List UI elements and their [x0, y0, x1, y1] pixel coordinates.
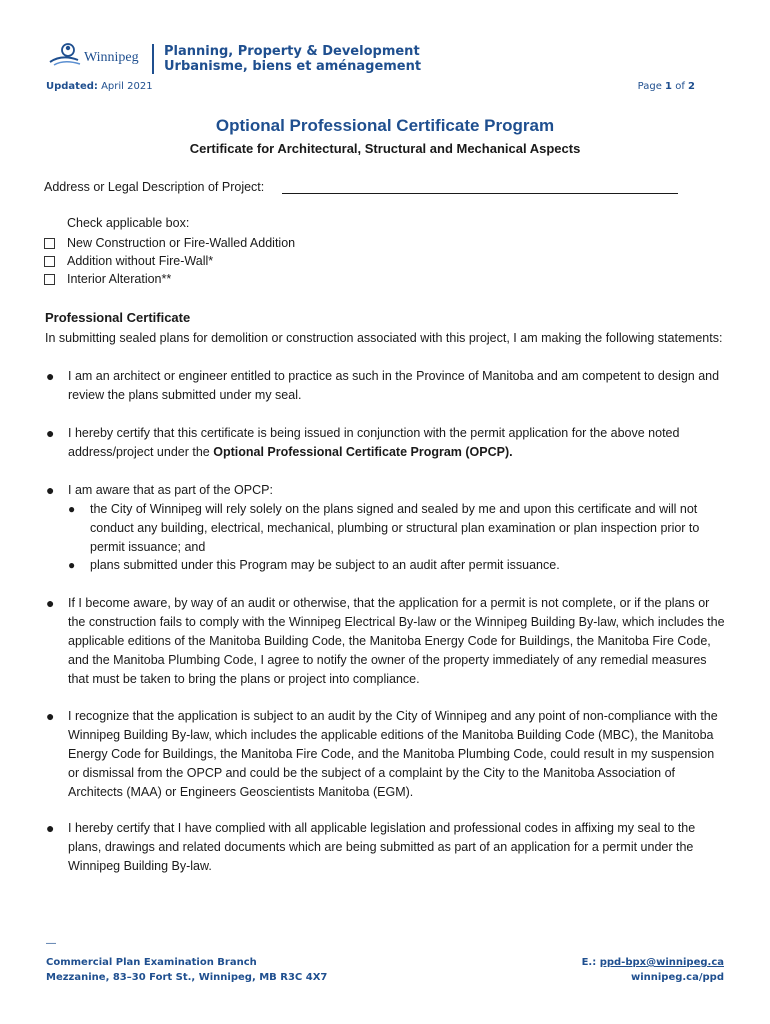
- page-current: 1: [665, 81, 673, 92]
- email-label: E.:: [581, 957, 597, 968]
- bullet-icon: ●: [46, 595, 55, 611]
- department-name-en: Planning, Property & Development: [164, 44, 420, 59]
- checkbox-box[interactable]: [44, 256, 55, 267]
- email-link[interactable]: ppd-bpx@winnipeg.ca: [599, 957, 724, 968]
- winnipeg-logo-icon: [48, 40, 82, 70]
- address-label: Address or Legal Description of Project:: [44, 180, 265, 194]
- page-indicator: [638, 81, 695, 92]
- statement-text: [68, 424, 726, 462]
- updated-date: [46, 81, 153, 92]
- footer-address: Mezzanine, 83–30 Fort St., Winnipeg, MB R3C 4X7: [46, 972, 328, 983]
- checkbox-box[interactable]: [44, 238, 55, 249]
- bullet-icon: ●: [46, 482, 55, 498]
- statement-3-sub-2: [68, 556, 728, 575]
- sub-statement-text: the City of Winnipeg will rely solely on the plans signed and sealed by me and upon this certificate and will not conduct any building, electrical, mechanical, plumbing or structural plan examination or plan inspection prior to permit issuance; and: [90, 502, 700, 554]
- statement-5: [46, 707, 726, 802]
- statement-text: If I become aware, by way of an audit or otherwise, that the application for a permit is not complete, or if the plans or the construction fails to comply with the Winnipeg Electrical By-law or the Winnipeg Building By-law, which includes the applicable editions of the Manitoba Building Code, the Manitoba Energy Code for Buildings, the Manitoba Fire Code, and the Manitoba Plumbing Code, I agree to notify the owner of the property immediately of any remedial measures that must be taken to bring the plans or project into compliance.: [68, 596, 725, 686]
- checkbox-label: Addition without Fire-Wall*: [67, 254, 214, 268]
- statement-text: I recognize that the application is subject to an audit by the City of Winnipeg and any point of non-compliance with the Winnipeg Building By-law, which includes the applicable editions of the Manitoba Building Code (MBC), the Manitoba Energy Code for Buildings, the Manitoba Fire Code, and the Manitoba Plumbing Code, could result in my suspension or dismissal from the OPCP and could be the subject of a complaint by the City to the Manitoba Association of Architects (MAA) or Engineers Geoscientists Manitoba (EGM).: [68, 709, 718, 799]
- updated-value: April 2021: [101, 81, 153, 92]
- footer-website[interactable]: winnipeg.ca/ppd: [630, 972, 724, 983]
- city-logo: [48, 38, 148, 72]
- statement-3-sub-1: [68, 500, 728, 557]
- footer-email: [582, 957, 724, 968]
- bullet-icon: ●: [46, 820, 55, 836]
- checkbox-heading: Check applicable box:: [67, 216, 190, 230]
- checkbox-new-construction[interactable]: [44, 236, 295, 250]
- bullet-icon: ●: [68, 502, 76, 516]
- statement-text: I am aware that as part of the OPCP:: [68, 483, 273, 497]
- checkbox-label: Interior Alteration**: [67, 272, 172, 286]
- section-intro: In submitting sealed plans for demolition or construction associated with this project, I am making the following statements:: [45, 331, 723, 345]
- statement-2: [46, 424, 726, 462]
- bullet-icon: ●: [46, 425, 55, 441]
- checkbox-label: New Construction or Fire-Walled Addition: [67, 236, 296, 250]
- page-of: of: [675, 81, 685, 92]
- statement-2-text: I hereby certify that this certificate is being issued in conjunction with the permit application for the above noted address/project under the: [68, 426, 680, 459]
- footer-branch: Commercial Plan Examination Branch: [46, 957, 257, 968]
- checkbox-interior-alteration[interactable]: [44, 272, 171, 286]
- statement-4: [46, 594, 726, 689]
- bullet-icon: ●: [46, 368, 55, 384]
- statement-6: [46, 819, 726, 876]
- page-subtitle: Certificate for Architectural, Structural and Mechanical Aspects: [189, 141, 581, 156]
- bullet-icon: ●: [68, 558, 76, 572]
- statement-text: I am an architect or engineer entitled to practice as such in the Province of Manitoba and am competent to design and review the plans submitted under my seal.: [68, 369, 720, 402]
- page-title: Optional Professional Certificate Program: [215, 116, 555, 135]
- department-name-fr: Urbanisme, biens et aménagement: [164, 59, 422, 74]
- statement-1: [46, 367, 726, 405]
- bullet-icon: ●: [46, 708, 55, 724]
- sub-statement-text: plans submitted under this Program may be subject to an audit after permit issuance.: [90, 558, 560, 572]
- checkbox-addition-without-firewall[interactable]: [44, 254, 213, 268]
- footer-dash: —: [46, 938, 56, 949]
- page-total: 2: [688, 81, 695, 92]
- logo-wordmark: Winnipeg: [84, 50, 139, 65]
- address-input-line[interactable]: [282, 192, 678, 194]
- page-word: Page: [637, 81, 662, 92]
- program-name: Optional Professional Certificate Program (OPCP).: [213, 445, 513, 459]
- section-heading: Professional Certificate: [45, 310, 191, 325]
- checkbox-box[interactable]: [44, 274, 55, 285]
- statement-3: [46, 481, 726, 500]
- statement-text: I hereby certify that I have complied with all applicable legislation and professional codes in affixing my seal to the plans, drawings and related documents which are being submitted as part of an application for a permit under the Winnipeg Building By-law.: [68, 821, 696, 873]
- header-divider: [152, 44, 154, 74]
- updated-label: Updated:: [46, 81, 98, 92]
